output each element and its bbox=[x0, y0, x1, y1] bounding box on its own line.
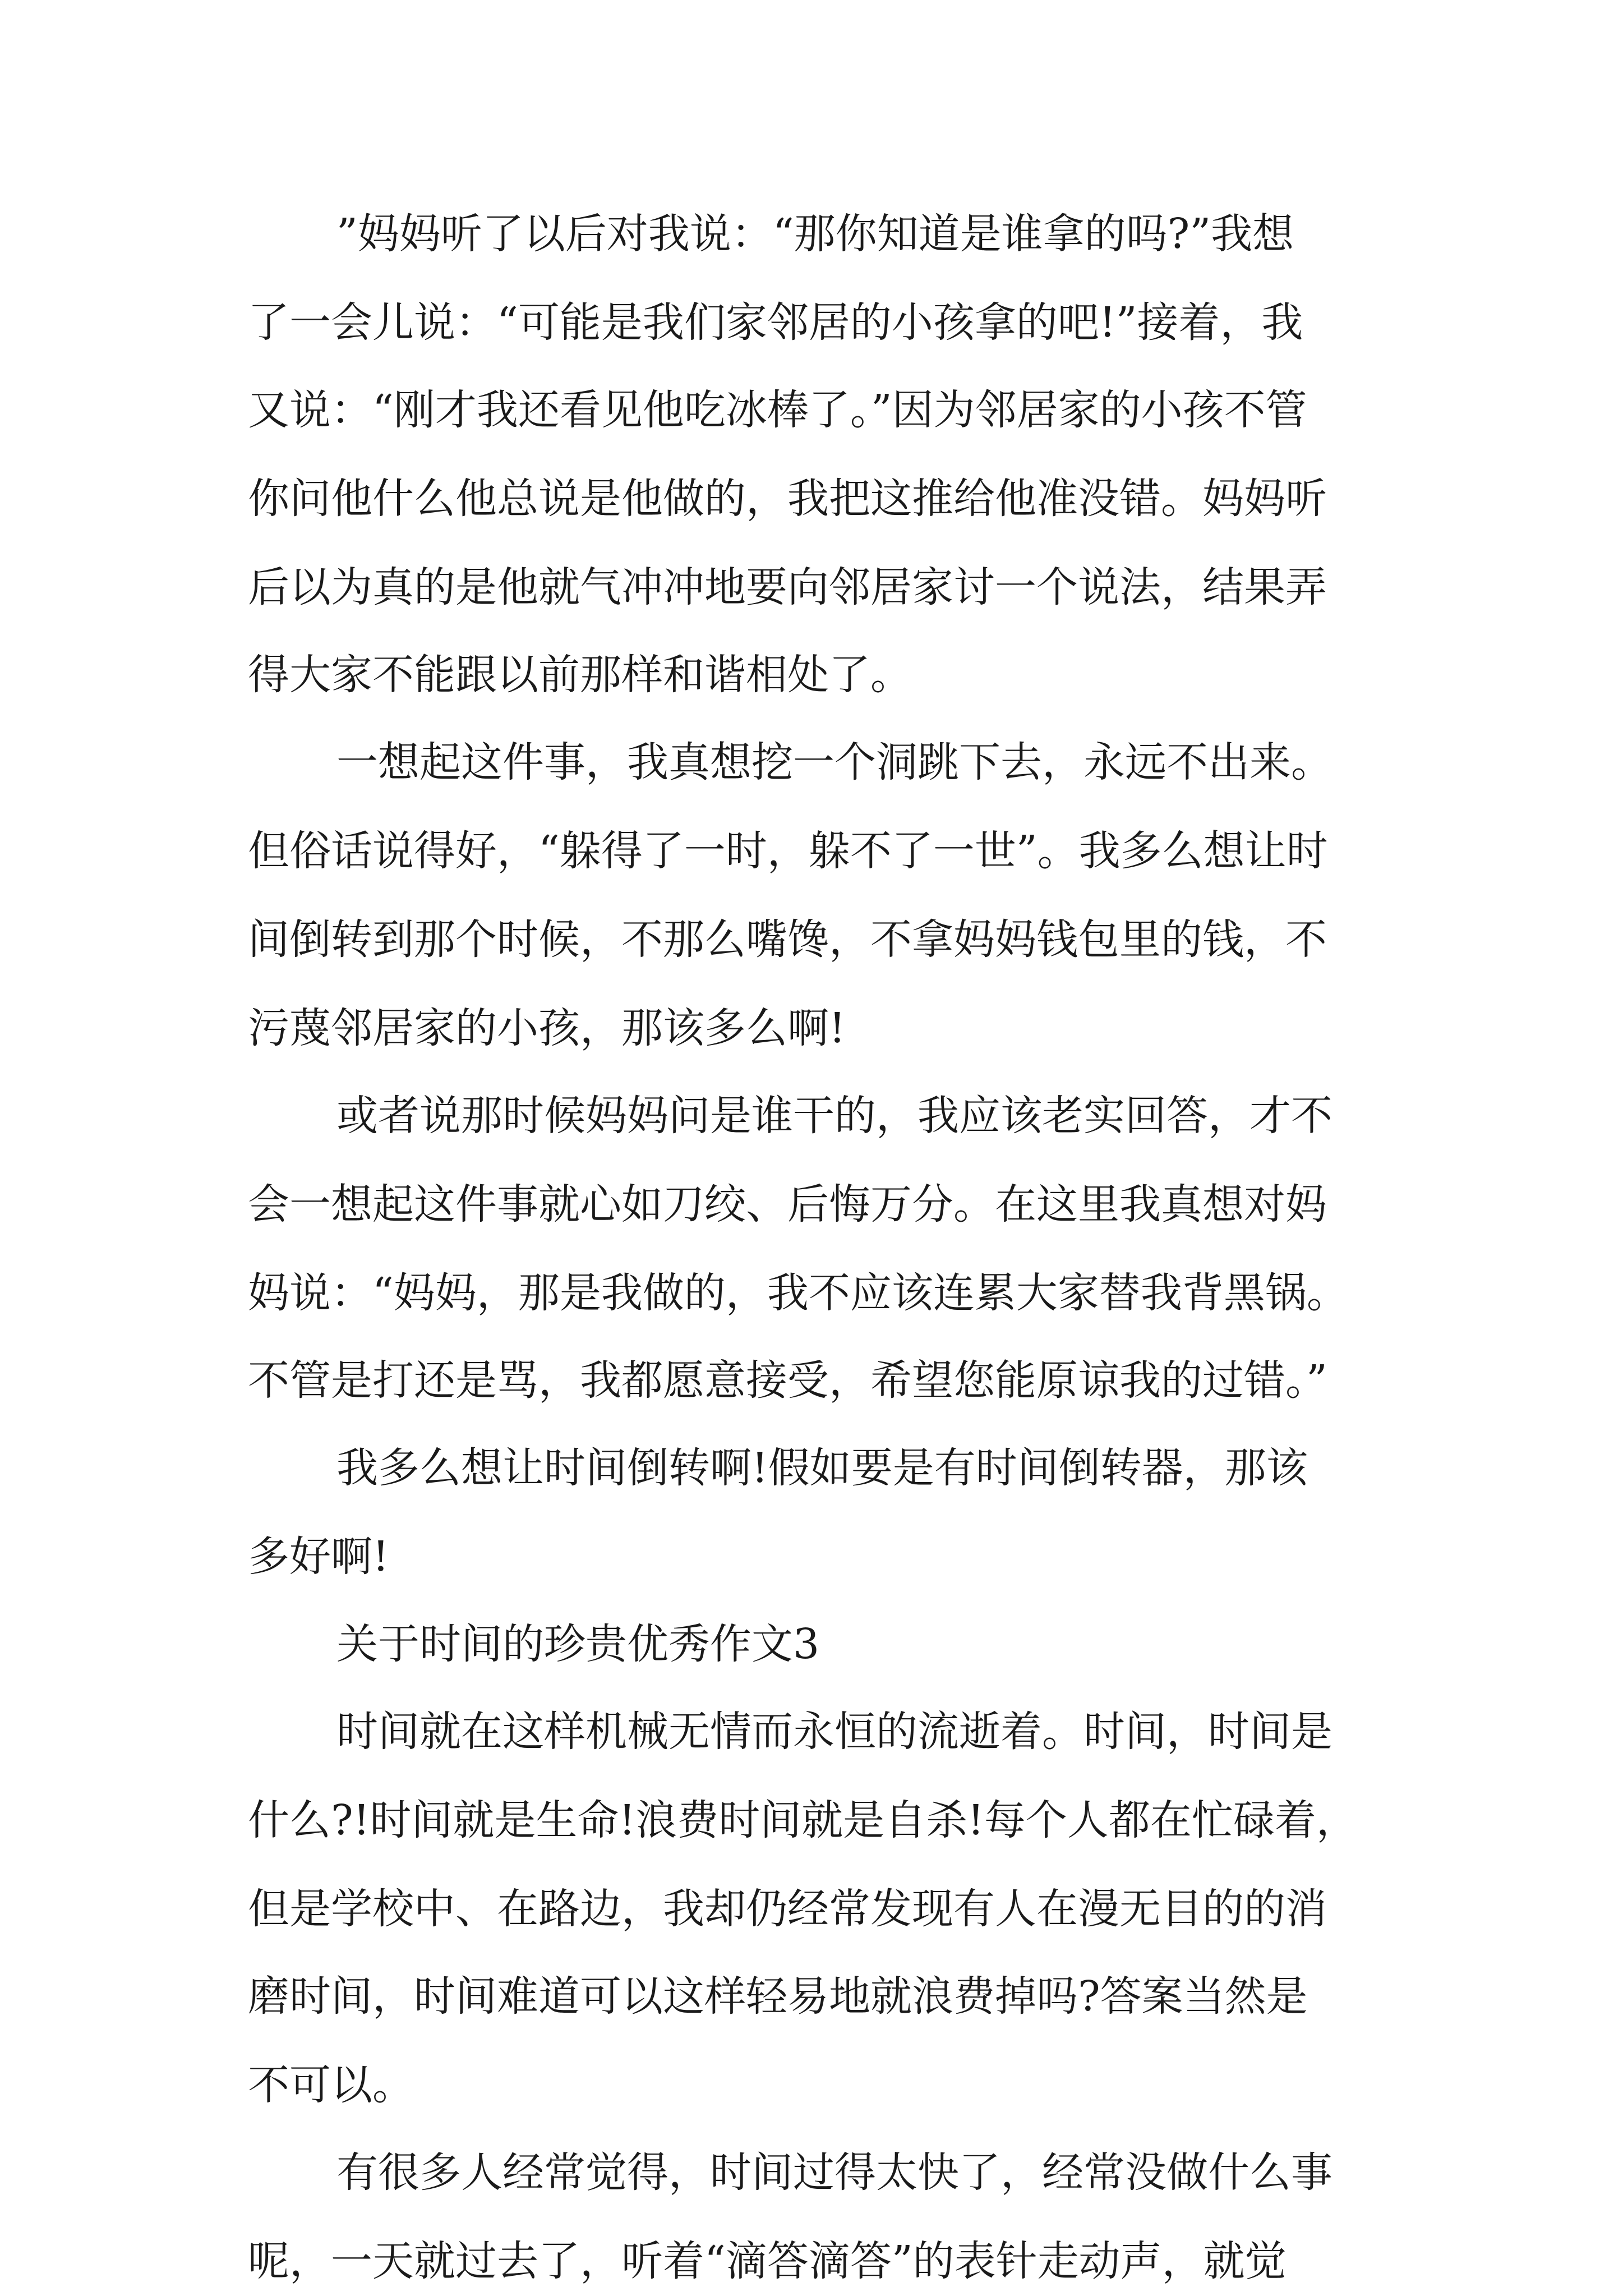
text-line: 又说：“刚才我还看见他吃冰棒了。”因为邻居家的小孩不管 bbox=[248, 386, 1307, 434]
text-line: 一想起这件事，我真想挖一个洞跳下去，永远不出来。 bbox=[336, 738, 1332, 786]
text-line: 得大家不能跟以前那样和谐相处了。 bbox=[248, 651, 912, 699]
text-line: 妈说：“妈妈，那是我做的，我不应该连累大家替我背黑锅。 bbox=[248, 1269, 1348, 1317]
text-line: 不管是打还是骂，我都愿意接受，希望您能原谅我的过错。” bbox=[248, 1356, 1327, 1405]
text-line: 磨时间，时间难道可以这样轻易地就浪费掉吗?答案当然是 bbox=[248, 1972, 1308, 2021]
text-line: 你问他什么他总说是他做的，我把这推给他准没错。妈妈听 bbox=[248, 475, 1327, 523]
text-line: 但是学校中、在路边，我却仍经常发现有人在漫无目的的消 bbox=[248, 1885, 1327, 1933]
text-line: 不可以。 bbox=[248, 2061, 414, 2109]
text-line: 间倒转到那个时候，不那么嘴馋，不拿妈妈钱包里的钱，不 bbox=[248, 915, 1327, 964]
text-line: 呢，一天就过去了，听着“滴答滴答”的表针走动声，就觉 bbox=[248, 2237, 1287, 2285]
text-line: 时间就在这样机械无情而永恒的流逝着。时间，时间是 bbox=[336, 1708, 1332, 1756]
text-line: 多好啊! bbox=[248, 1533, 389, 1581]
text-line: 会一想起这件事就心如刀绞、后悔万分。在这里我真想对妈 bbox=[248, 1180, 1327, 1228]
text-line: 了一会儿说：“可能是我们家邻居的小孩拿的吧!”接着，我 bbox=[248, 298, 1303, 347]
text-line: ”妈妈听了以后对我说：“那你知道是谁拿的吗?”我想 bbox=[336, 210, 1294, 258]
section-heading: 关于时间的珍贵优秀作文3 bbox=[336, 1620, 820, 1668]
text-line: 或者说那时候妈妈问是谁干的，我应该老实回答，才不 bbox=[336, 1092, 1332, 1140]
text-line: 后以为真的是他就气冲冲地要向邻居家讨一个说法，结果弄 bbox=[248, 563, 1327, 611]
text-line: 我多么想让时间倒转啊!假如要是有时间倒转器，那该 bbox=[336, 1444, 1308, 1492]
text-line: 有很多人经常觉得，时间过得太快了，经常没做什么事 bbox=[336, 2148, 1332, 2197]
text-line: 污蔑邻居家的小孩，那该多么啊! bbox=[248, 1004, 846, 1052]
text-line: 但俗话说得好，“躲得了一时，躲不了一世”。我多么想让时 bbox=[248, 827, 1328, 875]
text-line: 什么?!时间就是生命!浪费时间就是自杀!每个人都在忙碌着， bbox=[248, 1796, 1358, 1844]
